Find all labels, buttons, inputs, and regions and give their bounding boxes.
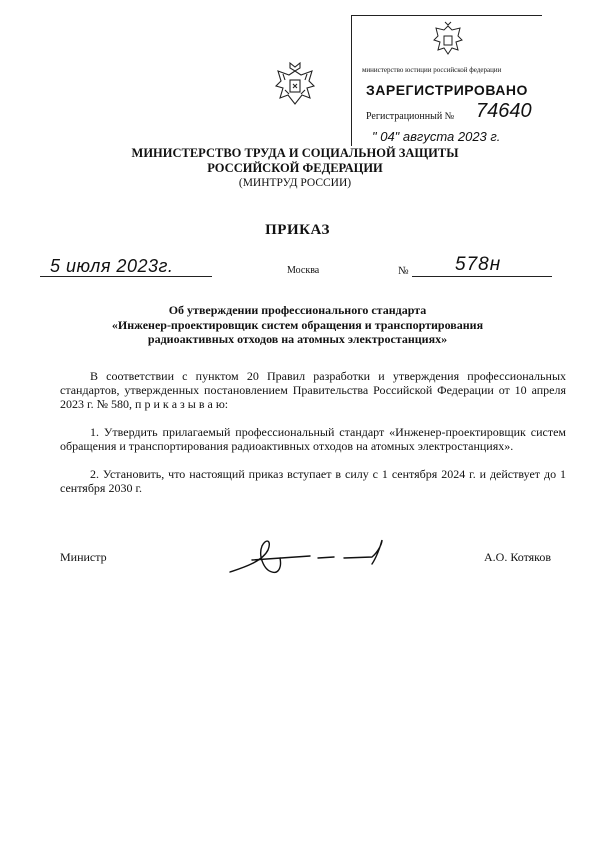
header-line-2: РОССИЙСКОЙ ФЕДЕРАЦИИ — [207, 161, 383, 175]
stamp-regno-label: Регистрационный № — [366, 111, 455, 122]
document-subject — [70, 303, 525, 347]
registration-stamp — [351, 15, 542, 146]
paragraph-item-1: 1. Утвердить прилагаемый профессиональный стандарт «Инженер-проектировщик систем обращения и транспортирования радиоактивных отходов на атомных электростанциях». — [60, 425, 566, 453]
paragraph-basis: В соответствии с пунктом 20 Правил разработки и утверждения профессиональных стандартов, утвержденных постановлением Правительства Российской Федерации от 10 апреля 2023 г. № 580, п р и к а з ы в а ю: — [60, 369, 566, 411]
stamp-regno-value: 74640 — [476, 100, 532, 122]
subject-line-1: Об утверждении профессионального стандарта — [168, 303, 427, 317]
subject-line-3: радиоактивных отходов на атомных электростанциях» — [147, 332, 448, 346]
stamp-ministry: министерство юстиции российской федерации — [362, 66, 502, 74]
document-city: Москва — [287, 265, 320, 276]
coat-of-arms-icon — [273, 60, 317, 110]
signatory-name: А.О. Котяков — [484, 550, 552, 564]
stamp-coat-of-arms-icon — [430, 20, 466, 60]
document-date: 5 июля 2023г. — [50, 256, 174, 276]
signature-mark — [222, 532, 392, 583]
signatory-role: Министр — [60, 550, 107, 564]
number-sign: № — [398, 265, 409, 277]
ministry-header — [100, 146, 490, 190]
subject-line-2: «Инженер-проектировщик систем обращения и транспортирования — [111, 317, 484, 332]
header-line-1: МИНИСТЕРСТВО ТРУДА И СОЦИАЛЬНОЙ ЗАЩИТЫ — [131, 146, 459, 160]
paragraph-item-2: 2. Установить, что настоящий приказ вступает в силу с 1 сентября 2024 г. и действует до 1 сентября 2030 г. — [60, 467, 566, 495]
number-underline — [412, 276, 552, 277]
stamp-registered: ЗАРЕГИСТРИРОВАНО — [366, 82, 528, 98]
document-title: ПРИКАЗ — [265, 222, 330, 238]
header-line-3: (МИНТРУД РОССИИ) — [238, 177, 352, 189]
date-underline — [40, 276, 212, 277]
stamp-regdate: " 04" августа 2023 г. — [372, 129, 501, 144]
document-number: 578н — [455, 254, 502, 275]
